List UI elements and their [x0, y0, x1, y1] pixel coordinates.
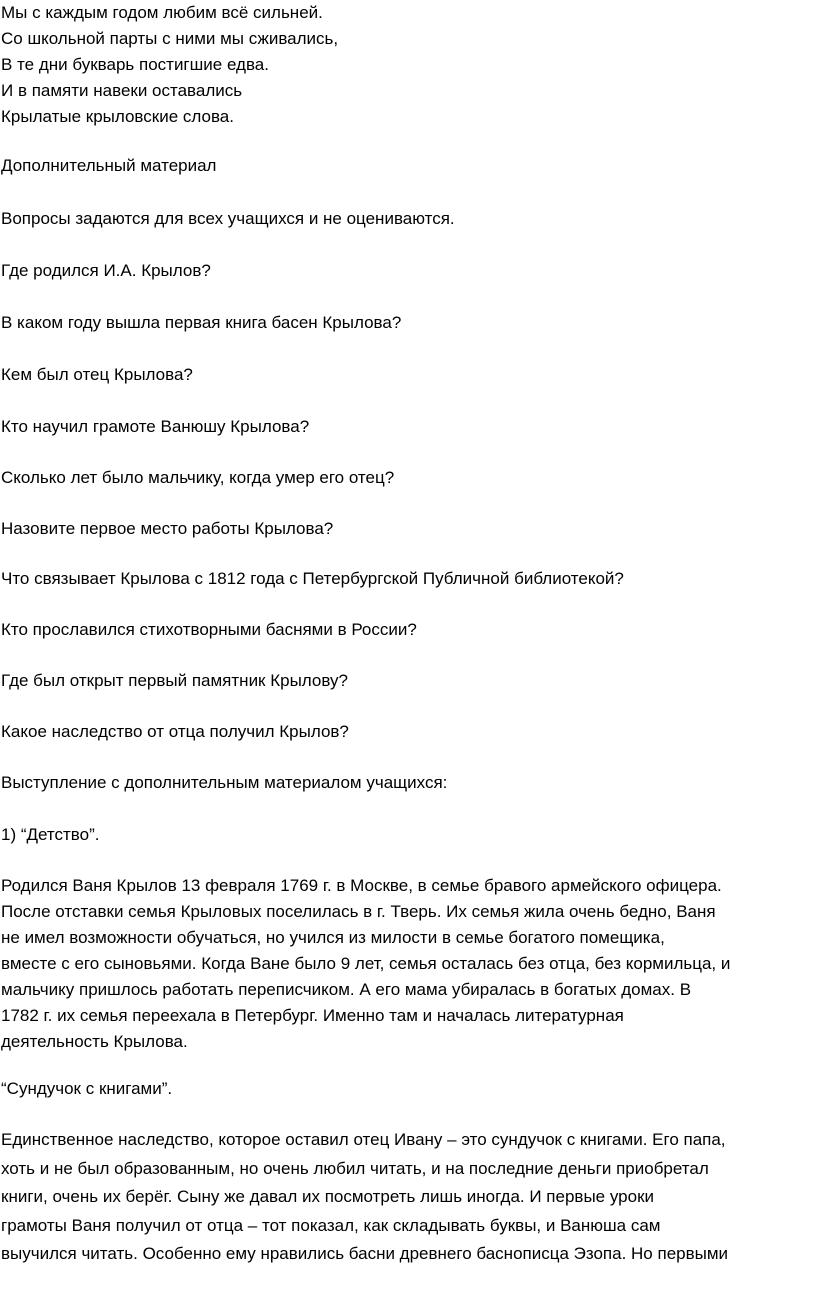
poem-line: Со школьной парты с ними мы сживались, [1, 29, 339, 48]
question-item: Где родился И.А. Крылов? [1, 261, 211, 280]
poem-stanza [1, 0, 816, 130]
question-item: Кто научил грамоте Ванюшу Крылова? [1, 417, 310, 436]
students-intro: Выступление с дополнительным материалом учащихся: [1, 773, 448, 792]
paragraph-line: мальчику пришлось работать переписчиком. А его мама убиралась в богатых домах. В [1, 980, 692, 999]
part2-paragraph [1, 1126, 816, 1269]
paragraph-line: грамоты Ваня получил от отца – тот показал, как складывать буквы, и Ванюша сам [1, 1215, 661, 1235]
question-item: В каком году вышла первая книга басен Крылова? [1, 313, 402, 332]
part1-title: 1) “Детство”. [1, 825, 100, 844]
paragraph-line: 1782 г. их семья переехала в Петербург. Именно там и началась литературная [1, 1006, 624, 1025]
paragraph-line: Единственное наследство, которое оставил отец Ивану – это сундучок с книгами. Его папа, [1, 1130, 726, 1149]
poem-line: Крылатые крыловские слова. [1, 107, 234, 126]
questions-intro: Вопросы задаются для всех учащихся и не оцениваются. [1, 209, 455, 228]
paragraph-line: хоть и не был образованным, но очень любил читать, и на последние деньги приобретал [1, 1158, 709, 1178]
paragraph-line: вместе с его сыновьями. Когда Ване было 9 лет, семья осталась без отца, без кормильца, и [1, 954, 731, 973]
section-title: Дополнительный материал [1, 156, 217, 175]
poem-line: В те дни букварь постигшие едва. [1, 55, 269, 74]
question-item: Какое наследство от отца получил Крылов? [1, 722, 349, 741]
paragraph-line: не имел возможности обучаться, но учился из милости в семье богатого помещика, [1, 928, 665, 947]
question-item: Где был открыт первый памятник Крылову? [1, 671, 348, 690]
question-item: Что связывает Крылова с 1812 года с Петербургской Публичной библиотекой? [1, 569, 624, 588]
question-item: Кем был отец Крылова? [1, 365, 193, 384]
question-item: Сколько лет было мальчику, когда умер его отец? [1, 468, 395, 487]
paragraph-line: деятельность Крылова. [1, 1032, 188, 1051]
paragraph-line: выучился читать. Особенно ему нравились басни древнего баснописца Эзопа. Но первыми [1, 1244, 729, 1263]
poem-line: Мы с каждым годом любим всё сильней. [1, 3, 323, 22]
question-item: Назовите первое место работы Крылова? [1, 519, 334, 538]
part1-paragraph [1, 873, 816, 1055]
question-item: Кто прославился стихотворными баснями в России? [1, 620, 417, 639]
part2-title: “Сундучок с книгами”. [1, 1079, 173, 1098]
paragraph-line: После отставки семья Крыловых поселилась в г. Тверь. Их семья жила очень бедно, Ваня [1, 902, 716, 921]
paragraph-line: Родился Ваня Крылов 13 февраля 1769 г. в Москве, в семье бравого армейского офицера. [1, 876, 722, 895]
paragraph-line: книги, очень их берёг. Сыну же давал их посмотреть лишь иногда. И первые уроки [1, 1187, 655, 1206]
poem-line: И в памяти навеки оставались [1, 81, 243, 100]
